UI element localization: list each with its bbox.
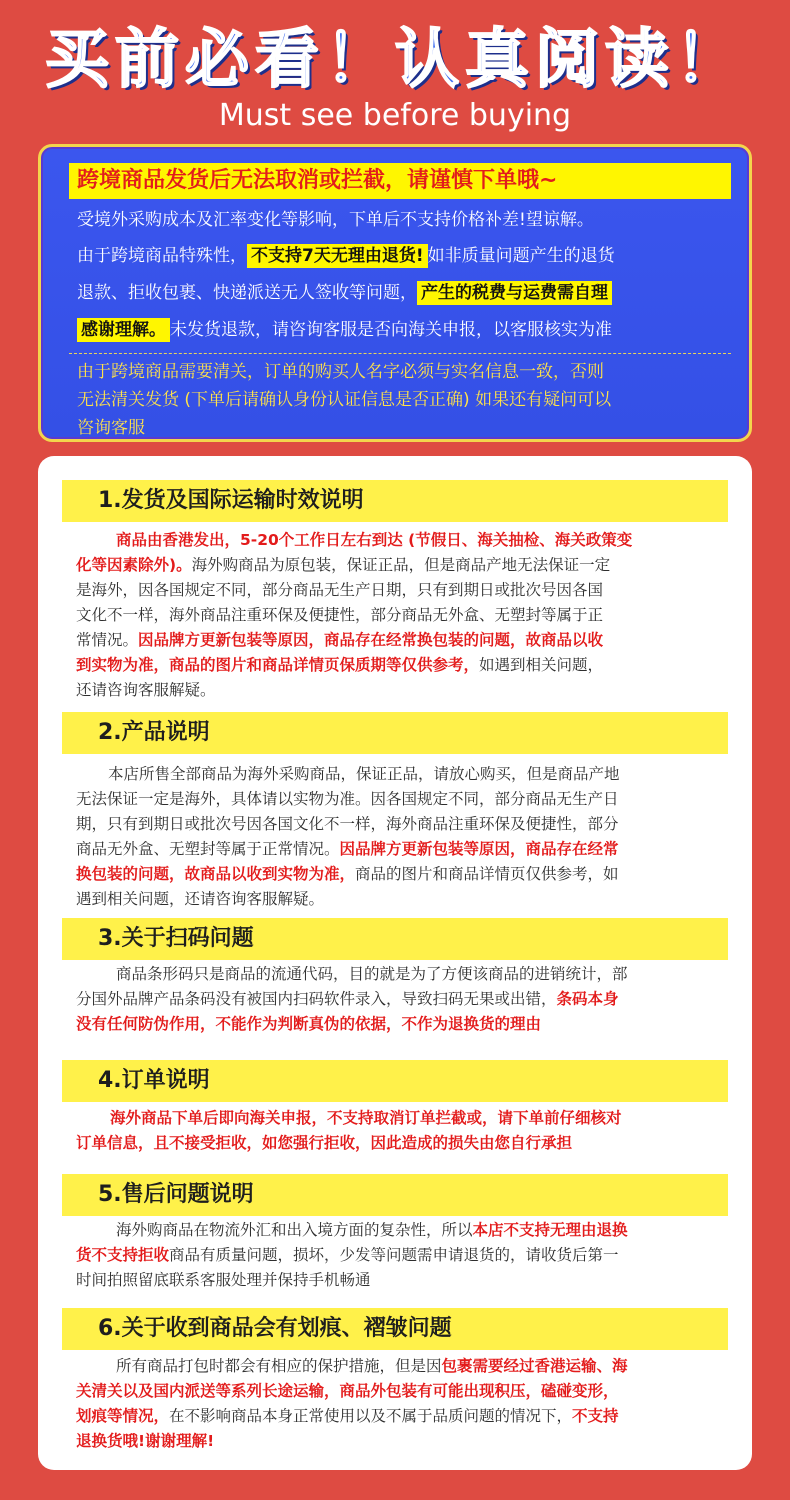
- section-heading: 5.售后问题说明: [62, 1174, 728, 1216]
- notice-line: 退款、拒收包裹、快递派送无人签收等问题， 产生的税费与运费需自理: [77, 280, 612, 306]
- section-body: 商品条形码只是商品的流通代码，目的就是为了方便该商品的进销统计，部 分国外品牌产品条码没有被国内扫码软件录入，导致扫码无果或出错，条码本身 没有任何防伪作用，不能作为判断真伪的依据，不作为退换货的理由: [76, 965, 628, 1033]
- notice-box: [38, 144, 752, 442]
- notice-highlight: 感谢理解。: [77, 318, 170, 342]
- notice-line: 无法清关发货 (下单后请确认身份认证信息是否正确) 如果还有疑问可以: [77, 390, 612, 410]
- notice-line: 感谢理解。 未发货退款，请咨询客服是否向海关申报，以客服核实为准: [77, 317, 612, 343]
- notice-lead: 跨境商品发货后无法取消或拦截，请谨慎下单哦~: [69, 163, 731, 199]
- page-subtitle: Must see before buying: [218, 98, 572, 133]
- notice-line: 咨询客服: [77, 418, 145, 438]
- section-heading: 6.关于收到商品会有划痕、褶皱问题: [62, 1308, 728, 1350]
- section-heading: 3.关于扫码问题: [62, 918, 728, 960]
- section-body: 本店所售全部商品为海外采购商品，保证正品，请放心购买，但是商品产地 无法保证一定是海外，具体请以实物为准。因各国规定不同，部分商品无生产日 期，只有到期日或批次号因各国文化不一样，海外商品注重环保及便捷性，部分 商品无外盒、无塑封等属于正常情况。因品牌方更新包装等原因，商品存在经常 换包装的问题，故商品以收到实物为准，商品的图片和商品详情页仅供参考，如 遇到相关问题，还请咨询客服解疑。: [76, 765, 620, 908]
- info-card: [38, 456, 752, 1470]
- section-heading: 1.发货及国际运输时效说明: [62, 480, 728, 522]
- notice-line: 由于跨境商品特殊性， 不支持7天无理由退货! 如非质量问题产生的退货: [77, 246, 615, 266]
- section-heading: 4.订单说明: [62, 1060, 728, 1102]
- notice-line: 由于跨境商品需要清关，订单的购买人名字必须与实名信息一致，否则: [77, 362, 604, 382]
- section-body: 所有商品打包时都会有相应的保护措施，但是因包裹需要经过香港运输、海 关清关以及国内派送等系列长途运输，商品外包装有可能出现积压，磕碰变形， 划痕等情况，在不影响商品本身正常使用以及不属于品质问题的情况下，不支持 退换货哦!谢谢理解!: [76, 1357, 628, 1450]
- section-body: 海外购商品在物流外汇和出入境方面的复杂性，所以本店不支持无理由退换 货不支持拒收商品有质量问题，损坏，少发等问题需申请退货的，请收货后第一 时间拍照留底联系客服处理并保持手机畅通: [76, 1221, 628, 1289]
- notice-highlight: 不支持7天无理由退货!: [247, 244, 428, 268]
- section-heading: 2.产品说明: [62, 712, 728, 754]
- page-title: 买前必看！认真阅读！: [45, 23, 745, 97]
- notice-divider: [69, 353, 731, 354]
- section-body: 商品由香港发出，5-20个工作日左右到达 (节假日、海关抽检、海关政策变 化等因素除外)。海外购商品为原包装，保证正品，但是商品产地无法保证一定 是海外，因各国规定不同，部分商品无生产日期，只有到期日或批次号因各国 文化不一样，海外商品注重环保及便捷性，部分商品无外盒、无塑封等属于正 常情况。因品牌方更新包装等原因，商品存在经常换包装的问题，故商品以收 到实物为准，商品的图片和商品详情页保质期等仅供参考，如遇到相关问题， 还请咨询客服解疑。: [76, 531, 633, 699]
- notice-line: 受境外采购成本及汇率变化等影响，下单后不支持价格补差!望谅解。: [77, 210, 594, 230]
- section-body: 海外商品下单后即向海关申报，不支持取消订单拦截或，请下单前仔细核对 订单信息，且不接受拒收，如您强行拒收，因此造成的损失由您自行承担: [76, 1109, 622, 1152]
- notice-highlight: 产生的税费与运费需自理: [417, 281, 612, 305]
